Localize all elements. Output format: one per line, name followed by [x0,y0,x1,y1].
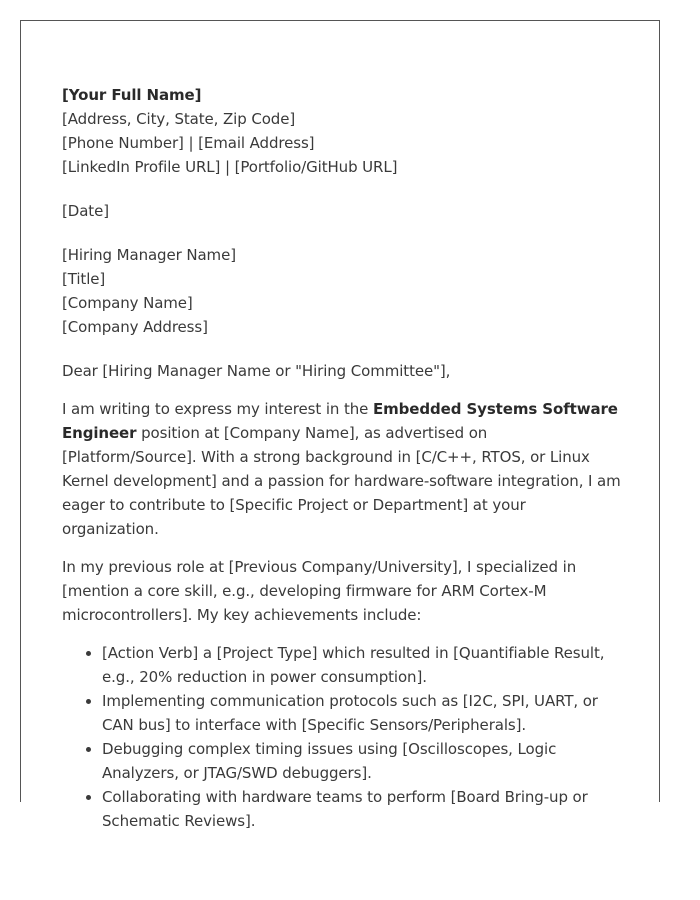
list-item: • Collaborating with hardware teams to perform [Board Bring-up or Schematic Reviews]. [102,785,622,833]
intro-role: Embedded Systems Software Engineer [62,400,618,442]
recipient-title: [Title] [62,270,106,288]
recipient-address: [Company Address] [62,318,208,336]
list-item: • [Action Verb] a [Project Type] which resulted in [Quantifiable Result, e.g., 20% reduction in power consumption]. [102,641,622,689]
recipient-company: [Company Name] [62,294,193,312]
intro-text-after: position at [Company Name], as advertised on [Platform/Source]. With a strong background in [C/C++, RTOS, or Linux Kernel development] and a passion for hardware-software integration, I am eager to contribute to [Specific Project or Department] at your organization. [62,424,621,538]
sender-name: [Your Full Name] [62,86,202,104]
sender-contact: [Phone Number] | [Email Address] [62,134,315,152]
experience-paragraph: In my previous role at [Previous Company/University], I specialized in [mention a core skill, e.g., developing firmware for ARM Cortex-M microcontrollers]. My key achievements include: [62,558,577,624]
list-item: • Implementing communication protocols such as [I2C, SPI, UART, or CAN bus] to interface with [Specific Sensors/Peripherals]. [102,689,622,737]
sender-address: [Address, City, State, Zip Code] [62,110,296,128]
intro-paragraph [62,397,622,541]
letter-page [20,20,660,830]
salutation: Dear [Hiring Manager Name or "Hiring Committee"], [62,362,451,380]
sender-links: [LinkedIn Profile URL] | [Portfolio/GitHub URL] [62,158,398,176]
recipient-name: [Hiring Manager Name] [62,246,236,264]
date-block [62,199,622,223]
letter-date: [Date] [62,202,109,220]
sender-block [62,83,622,179]
intro-text-before: I am writing to express my interest in the [62,400,373,418]
achievements-list [62,641,622,833]
list-item: • Debugging complex timing issues using [Oscilloscopes, Logic Analyzers, or JTAG/SWD debuggers]. [102,737,622,785]
recipient-block [62,243,622,339]
letter-content [62,83,622,833]
